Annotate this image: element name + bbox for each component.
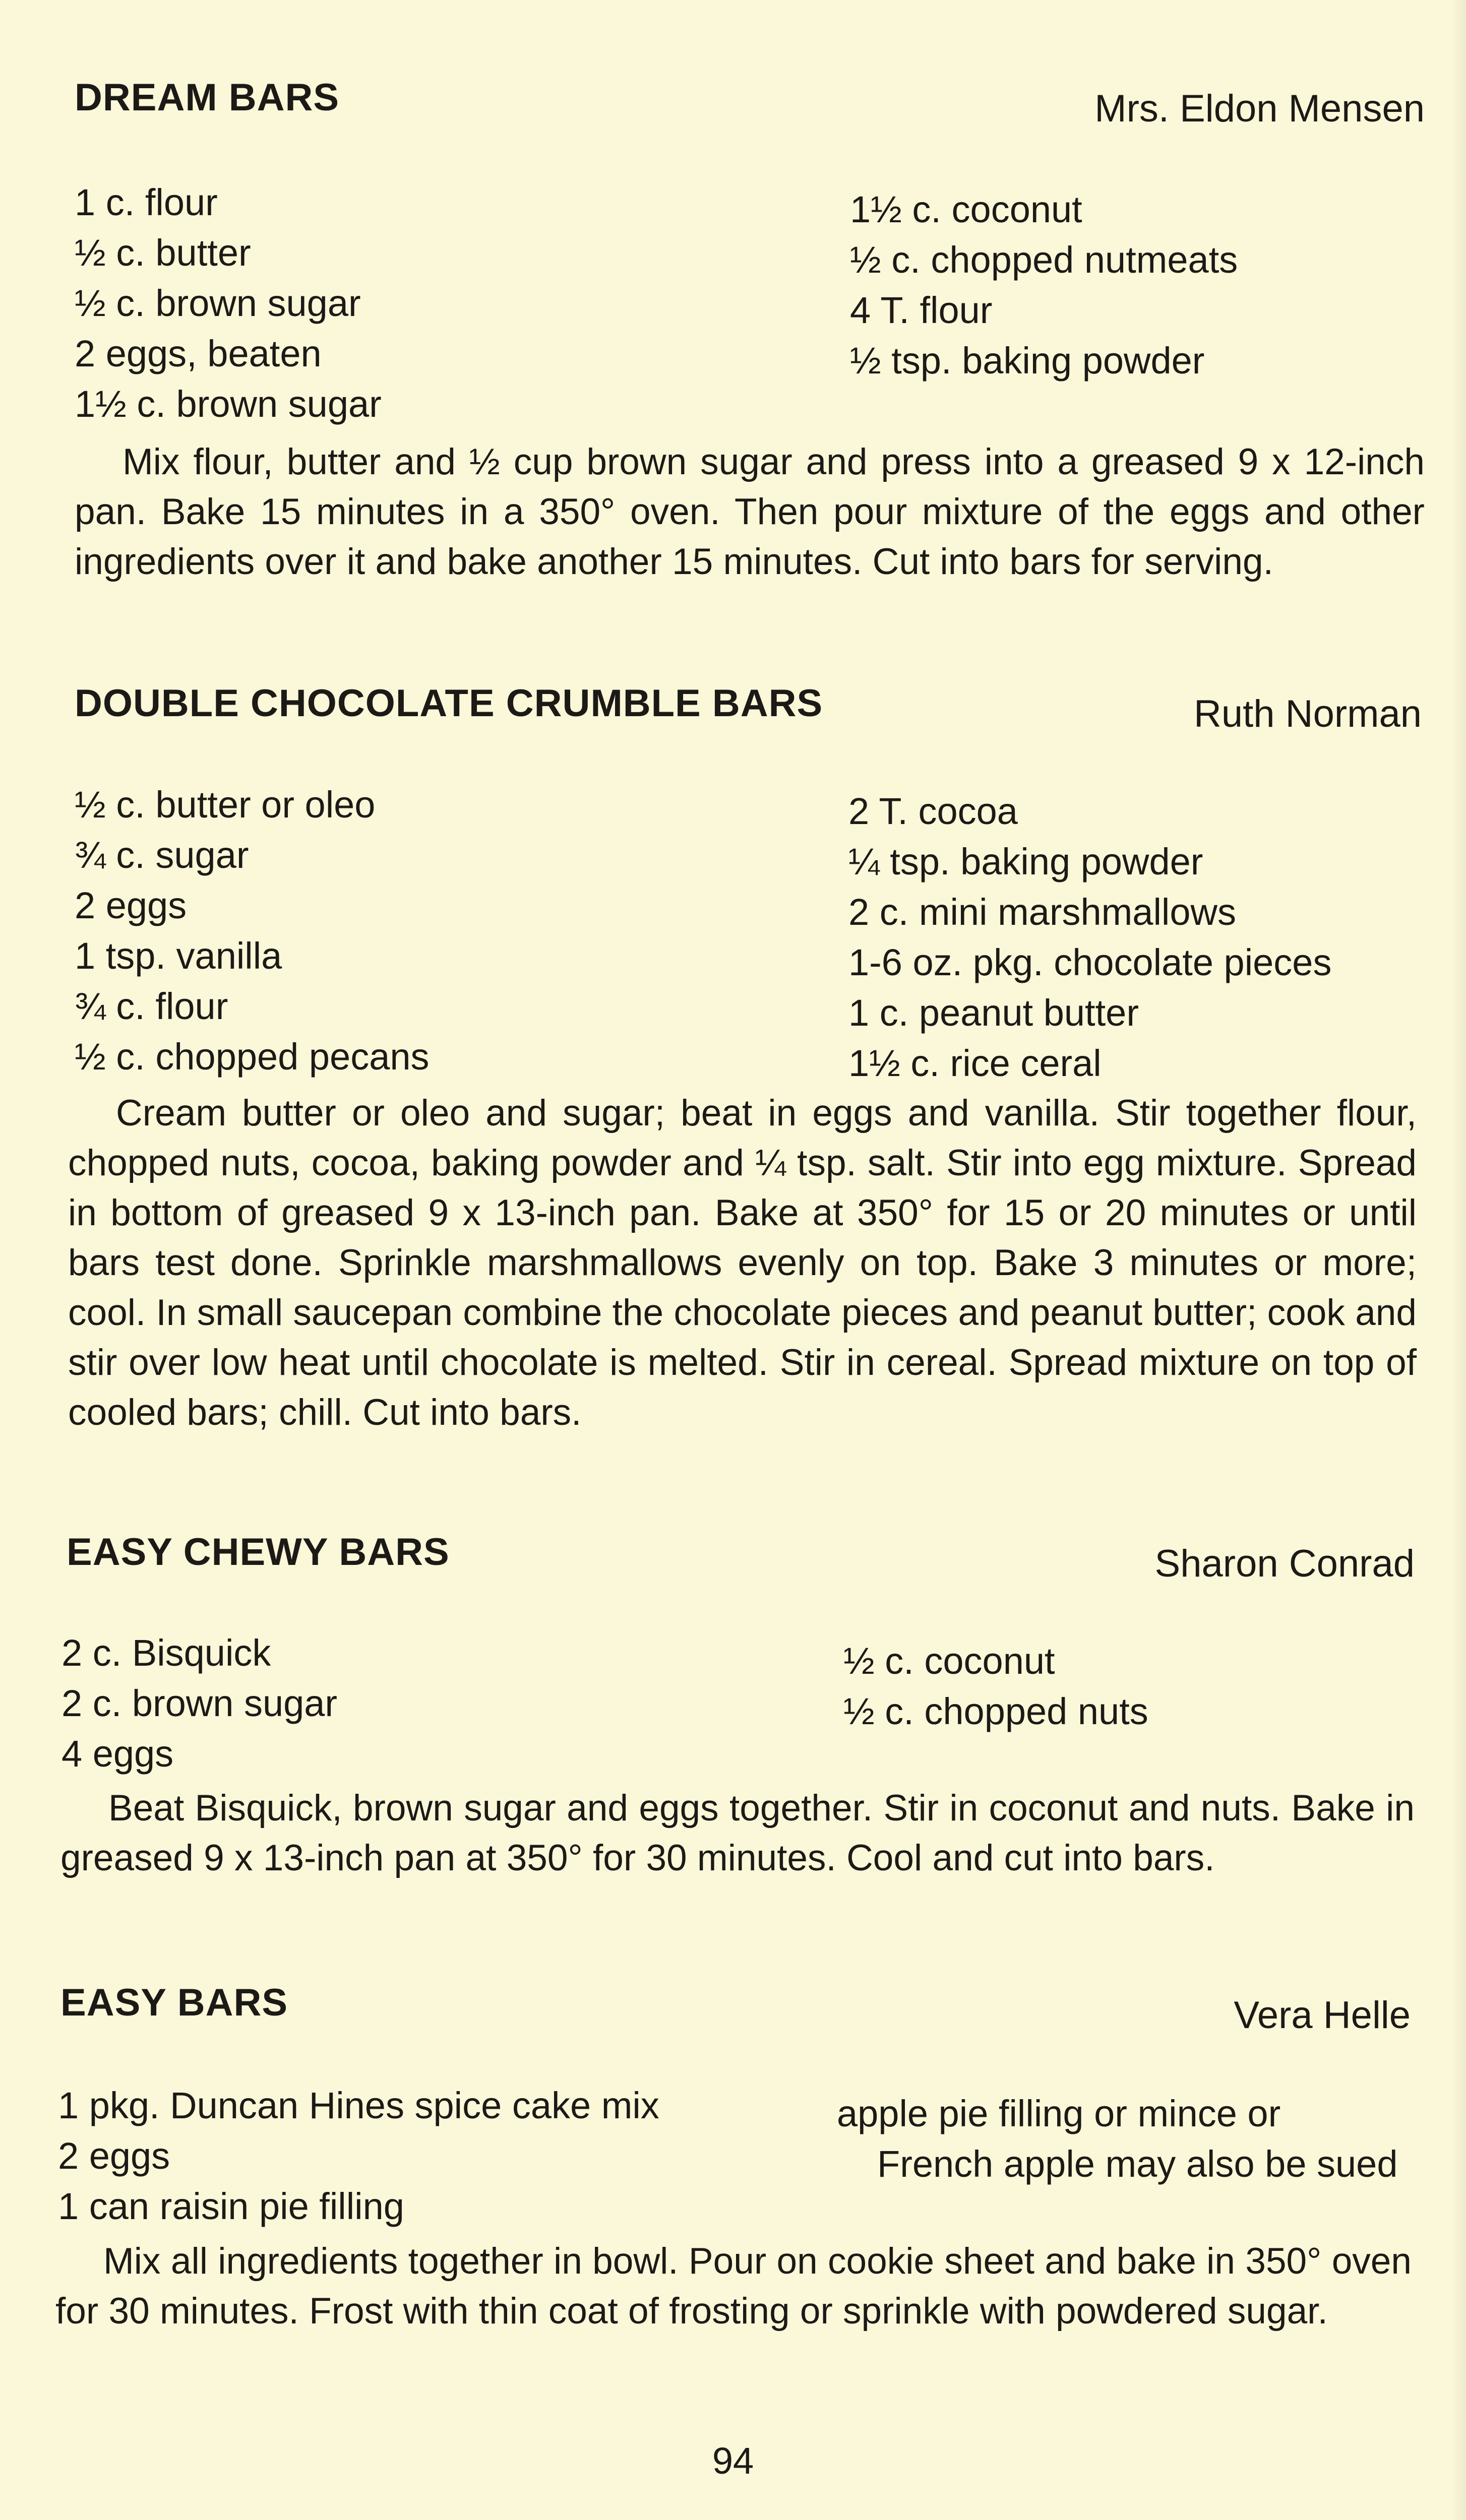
recipe-author: Ruth Norman <box>1194 692 1422 735</box>
recipe-author: Sharon Conrad <box>1154 1542 1415 1585</box>
recipe-directions: Cream butter or oleo and sugar; beat in eggs and vanilla. Stir together flour, chopped nuts, cocoa, baking powder and ¼ tsp. salt. Stir into egg mixture. Spread in bottom of greased 9 x 13-inch pan. Bake at 350° for 15 or 20 minutes or until bars test done. Sprinkle marshmallows evenly on top. Bake 3 minutes or more; cool. In small saucepan combine the chocolate pieces and peanut butter; cook and stir over low heat until chocolate is melted. Stir in cereal. Spread mixture on top of cooled bars; chill. Cut into bars. <box>68 1093 1417 1433</box>
recipe-title: EASY BARS <box>60 1981 288 2024</box>
ingredient: 1 c. flour <box>75 181 218 223</box>
ingredient: ½ c. brown sugar <box>75 282 361 324</box>
ingredient: 4 eggs <box>62 1733 174 1775</box>
ingredients-right <box>843 1636 1148 1737</box>
recipe-author: Mrs. Eldon Mensen <box>1094 87 1425 130</box>
ingredient: 1 tsp. vanilla <box>75 935 282 977</box>
ingredient: 4 T. flour <box>850 289 993 331</box>
ingredient: ½ c. butter or oleo <box>75 784 376 826</box>
recipe-directions: Beat Bisquick, brown sugar and eggs together. Stir in coconut and nuts. Bake in greased 9 x 13-inch pan at 350° for 30 minutes. Cool and cut into bars. <box>60 1788 1415 1878</box>
ingredient: 2 c. brown sugar <box>62 1682 338 1724</box>
recipe-title: DREAM BARS <box>75 76 340 119</box>
ingredient: 2 c. mini marshmallows <box>848 891 1236 933</box>
ingredient: 2 eggs <box>58 2135 170 2177</box>
ingredient: 1 pkg. Duncan Hines spice cake mix <box>58 2085 659 2126</box>
ingredient: 1 c. peanut butter <box>848 992 1139 1034</box>
ingredient: ¼ tsp. baking powder <box>848 841 1203 883</box>
ingredient: ½ c. chopped pecans <box>75 1036 430 1078</box>
ingredient: 2 T. cocoa <box>848 790 1018 832</box>
ingredient: 2 eggs <box>75 885 187 926</box>
ingredients-left <box>62 1628 337 1779</box>
ingredient: ¾ c. sugar <box>75 834 249 876</box>
ingredients-right <box>850 184 1238 386</box>
ingredient: 1 can raisin pie filling <box>58 2185 404 2227</box>
recipe-author: Vera Helle <box>1234 1994 1411 2037</box>
ingredients-left <box>75 780 430 1082</box>
ingredient: 1½ c. rice ceral <box>848 1042 1102 1084</box>
ingredient: apple pie filling or mince or <box>837 2093 1281 2134</box>
ingredient: 2 eggs, beaten <box>75 333 322 374</box>
ingredient: 2 c. Bisquick <box>62 1632 271 1674</box>
recipe-title: DOUBLE CHOCOLATE CRUMBLE BARS <box>75 682 823 725</box>
page-edge-shade <box>1452 0 1466 2520</box>
ingredient: ½ tsp. baking powder <box>850 340 1205 382</box>
ingredients-right <box>848 786 1331 1089</box>
ingredients-right <box>837 2089 1398 2189</box>
ingredient: 1-6 oz. pkg. chocolate pieces <box>848 941 1332 983</box>
ingredient: French apple may also be sued <box>877 2143 1398 2185</box>
ingredient: ½ c. butter <box>75 232 251 274</box>
ingredient: ½ c. coconut <box>843 1640 1055 1682</box>
ingredient: ¾ c. flour <box>75 985 228 1027</box>
ingredients-left <box>58 2081 659 2232</box>
ingredient: 1½ c. coconut <box>850 188 1082 230</box>
recipe-directions: Mix all ingredients together in bowl. Pour on cookie sheet and bake in 350° oven for 30 minutes. Frost with thin coat of frosting or sprinkle with powdered sugar. <box>55 2241 1412 2332</box>
page-number: 94 <box>712 2440 754 2482</box>
ingredient: ½ c. chopped nutmeats <box>850 239 1238 281</box>
recipe-directions: Mix flour, butter and ½ cup brown sugar and press into a greased 9 x 12-inch pan. Bake 15 minutes in a 350° oven. Then pour mixture of the eggs and other ingredients over it and bake another 15 minutes. Cut into bars for serving. <box>75 442 1425 582</box>
ingredient: 1½ c. brown sugar <box>75 383 382 425</box>
ingredients-left <box>75 177 382 429</box>
ingredient: ½ c. chopped nuts <box>843 1690 1148 1732</box>
recipe-title: EASY CHEWY BARS <box>67 1531 450 1573</box>
